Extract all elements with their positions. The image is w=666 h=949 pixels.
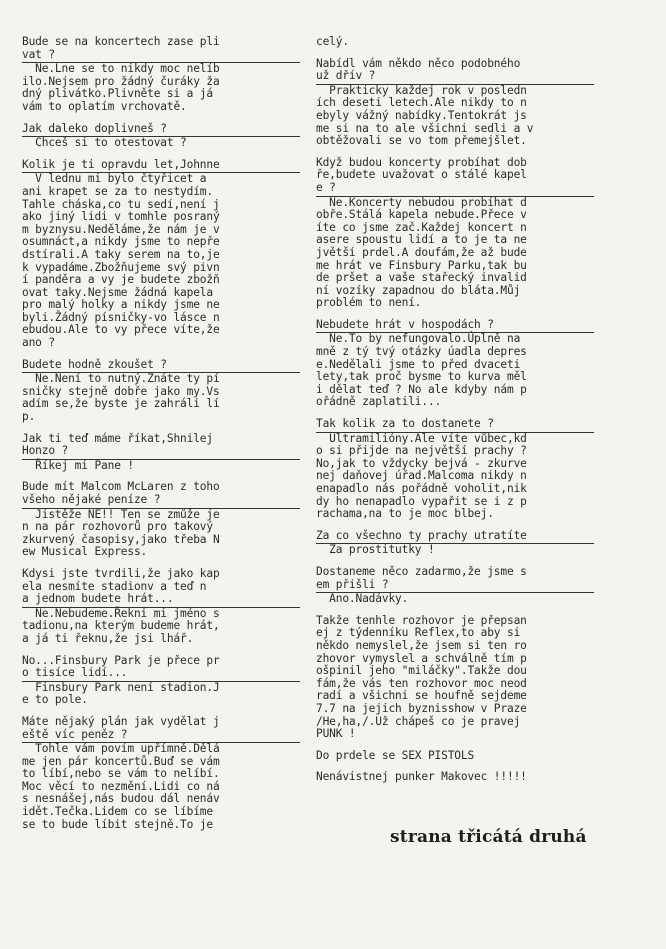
answer: V lednu mi bylo čtyřicet a ani krapet se za to nestydím. Tahle cháska,co tu sedí,není j ako jiný lidi v tomhle posraný m byznysu.Neděláme,že nám je v osumnáct,a nikdy jsme to nepře dstírali.A taky serem na to,je k vypadáme.Zbožňujeme svý pivn í panděra a vy je budete zbožň ovat taky.Nejsme žádná kapela pro malý holky a nikdy jsme ne byli.Žádný písničky-vo lásce n ebudou.Ale to vy přece víte,že ano ? <box>22 172 220 350</box>
qa-block <box>22 568 300 646</box>
question: No...Finsbury Park je přece pr o tisíce lidí... <box>22 653 220 680</box>
qa-block <box>22 159 300 350</box>
answer: Ne.Nebudeme.Řekni mi jméno s tadionu,na kterým budeme hrát, a já ti řeknu,že jsi lhář. <box>22 606 220 645</box>
answer: Ultramilióny.Ale víte vůbec,kd o si přijde na největší prachy ? No,jak to vždycky bejvá - zkurve nej daňovej úřad.Malcoma nikdy n enapadlo nás pořádně voholit,nik dy ho nenapadlo vypařit se i z p rachama,na to je moc blbej. <box>316 431 527 521</box>
qa-block <box>316 319 594 409</box>
question: Budete hodně zkoušet ? <box>22 357 167 371</box>
qa-block <box>22 36 300 114</box>
answer: Jistěže NE!! Ten se zmůže je n na pár rozhovorů pro takový zkurvený časopisy,jako třeba N ew Musical Express. <box>22 507 220 559</box>
question: Za co všechno ty prachy utratíte <box>316 528 527 542</box>
answer: Prakticky každej rok v posledn ích deseti letech.Ale nikdy to n ebyly vážný nabídky.Tentokrát js me si na to ale všichni sedli a v obtěžovali se vo tom přemejšlet. <box>316 83 534 148</box>
answer: Chceš si to otestovat ? <box>22 136 187 150</box>
closing-paragraph: Takže tenhle rozhovor je přepsan ej z týdenníku Reflex,to aby si někdo nemyslel,že jsem si ten ro zhovor vymyslel a schválně tím p ošpinil jeho "miláčky".Takže dou fám,že vás ten rozhovor moc neod radí a všichni se houfně sejdeme 7.7 na jejich byznisshow v Praze /He,ha,/.Už chápeš co je pravej PUNK ! <box>316 613 527 741</box>
question: Kdysi jste tvrdili,že jako kap ela nesmíte stadionv a teď n a jednom budete hrát... <box>22 566 220 606</box>
question: Nabídl vám někdo něco podobného už dřív ? <box>316 56 521 83</box>
left-column <box>22 36 300 840</box>
answer: Tohle vám povím upřímně.Dělá me jen pár koncertů.Buď se vám to líbí,nebo se vám to nelíbí. Moc věcí to nezmění.Lidi co ná s nesnášej,nás budou dál nenáv idět.Tečka.Lidem co se líbíme se to bude líbit stejně.To je <box>22 742 220 831</box>
question: Bude se na koncertech zase pli vat ? <box>22 35 220 61</box>
qa-block <box>22 433 300 473</box>
closing-line: Do prdele se SEX PISTOLS <box>316 748 475 762</box>
qa-block <box>22 123 300 150</box>
qa-block <box>316 157 594 310</box>
right-column <box>316 36 594 793</box>
page-signature: strana třicátá druhá <box>390 827 587 847</box>
answer: Finsbury Park není stadion.J e to pole. <box>22 680 220 707</box>
qa-block <box>22 716 300 831</box>
answer: Ne.To by nefungovalo.Úplně na mně z tý tvý otázky úadla depres e.Nedělali jsme to před dvaceti lety,tak proč bysme to kurva měl i dělat teď ? No ale kdyby nám p ořádně zaplatili... <box>316 332 527 409</box>
answer: Ne.Není to nutný.Znáte ty pí sničky stejně dobře jako my.Vs adím se,že byste je zahráli lí p. <box>22 372 220 424</box>
answer: Ne.Lne se to nikdy moc nelíb ilo.Nejsem pro žádný čuráky ža dný plivátko.Plivněte si a já vám to oplatím vrchovatě. <box>22 62 220 113</box>
qa-block <box>316 530 594 557</box>
question: Bude mít Malcom McLaren z toho všeho nějaké peníze ? <box>22 480 220 506</box>
qa-block <box>22 481 300 559</box>
answer: Ne.Koncerty nebudou probíhat d obře.Stálá kapela nebude.Přece v íte co jsme zač.Každej koncert n asere spoustu lidí a to je ta ne jvětší prdel.A doufám,že až bude me hrát ve Finsbury Parku,tak bu de pršet a vaše stařecký invalid ní vozíky zapadnou do bláta.Můj problém to není. <box>316 195 527 310</box>
author-line: Nenávistnej punker Makovec !!!!! <box>316 770 527 784</box>
qa-block <box>316 566 594 606</box>
qa-block <box>316 58 594 148</box>
question: Jak daleko doplivneš ? <box>22 121 167 135</box>
question: Nebudete hrát v hospodách ? <box>316 317 494 331</box>
qa-block <box>22 359 300 424</box>
question: Dostaneme něco zadarmo,že jsme s em přišli ? <box>316 564 527 591</box>
question: Kolik je ti opravdu let,Johnne <box>22 157 220 171</box>
qa-block <box>316 418 594 521</box>
question: Tak kolik za to dostanete ? <box>316 417 494 431</box>
qa-block <box>22 655 300 707</box>
answer: Za prostitutky ! <box>316 543 435 557</box>
question: Máte nějaký plán jak vydělat j eště víc peněz ? <box>22 714 220 741</box>
answer: Ano.Nadávky. <box>316 592 409 606</box>
question: Jak ti teď máme říkat,Shnilej Honzo ? <box>22 431 213 458</box>
paragraph: celý. <box>316 35 349 48</box>
question: Když budou koncerty probíhat dob ře,budete uvažovat o stálé kapel e ? <box>316 155 527 194</box>
answer: Říkej mi Pane ! <box>22 458 134 472</box>
